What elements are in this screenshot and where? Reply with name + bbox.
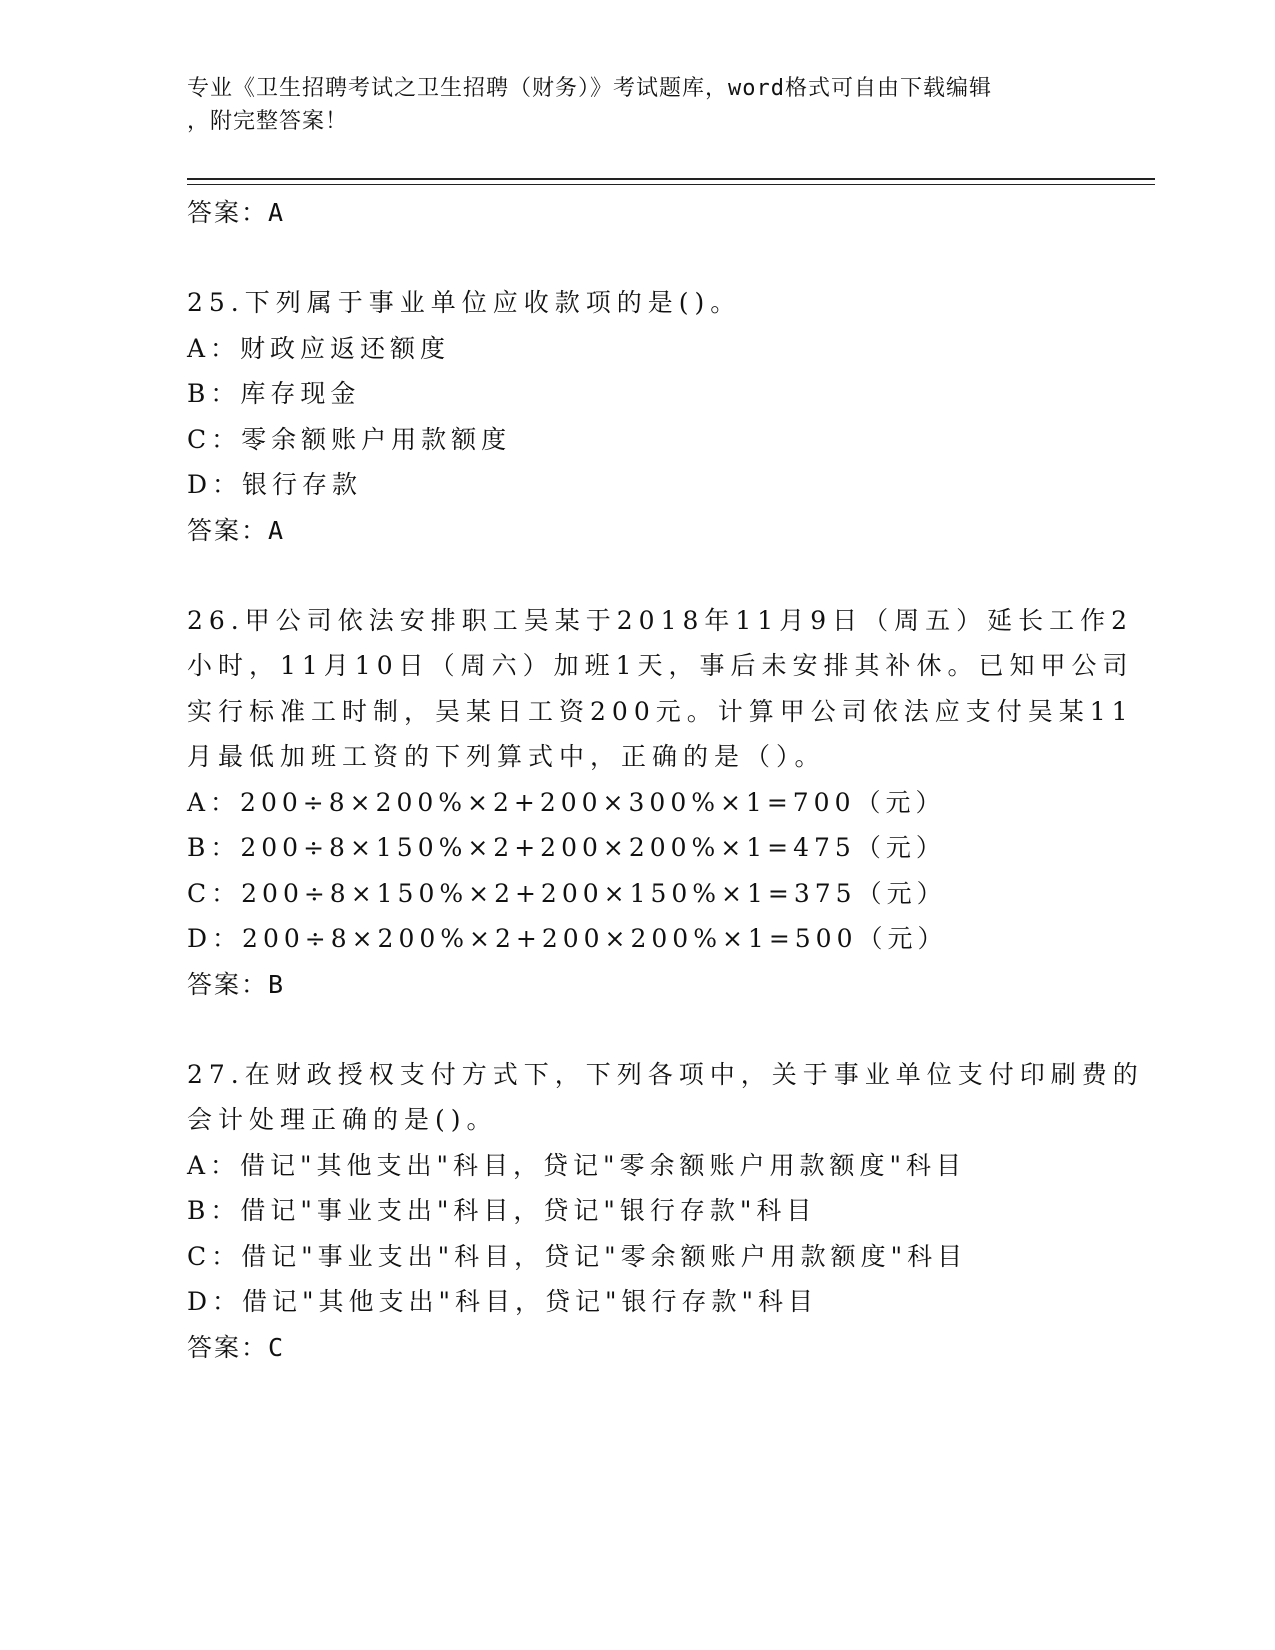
question-text [187, 1052, 1144, 1143]
question-line: 27.在财政授权支付方式下，下列各项中，关于事业单位支付印刷费的 [187, 1059, 1144, 1089]
question-27 [187, 1052, 1144, 1371]
option-b: B：库存现金 [187, 379, 361, 408]
answer: 答案：A [187, 515, 286, 545]
header-line-2: ，附完整答案！ [187, 109, 349, 134]
option-b: B：借记"事业支出"科目，贷记"银行存款"科目 [187, 1196, 817, 1225]
question-line: 实行标准工时制，吴某日工资200元。计算甲公司依法应支付吴某11 [187, 696, 1134, 726]
option-a: A：借记"其他支出"科目，贷记"零余额账户用款额度"科目 [187, 1150, 967, 1180]
option-a: A：200÷8×200%×2+200×300%×1=700（元） [187, 787, 946, 817]
question-26 [187, 598, 1134, 1008]
page-header [187, 72, 1087, 138]
option-c: C：零余额账户用款额度 [187, 424, 512, 454]
option-d: D：银行存款 [187, 470, 363, 499]
question-line: 26.甲公司依法安排职工吴某于2018年11月9日（周五）延长工作2 [187, 605, 1134, 635]
question-list [187, 190, 1144, 1371]
header-divider-thin [187, 184, 1155, 185]
question-line: 月最低加班工资的下列算式中，正确的是（）。 [187, 742, 826, 771]
option-c: C：200÷8×150%×2+200×150%×1=375（元） [187, 878, 947, 908]
answer: 答案：C [187, 1332, 286, 1362]
answer: 答案：B [187, 969, 286, 999]
question-line: 25.下列属于事业单位应收款项的是()。 [187, 288, 742, 317]
option-d: D：200÷8×200%×2+200×200%×1=500（元） [187, 924, 948, 953]
question-line: 小时，11月10日（周六）加班1天，事后未安排其补休。已知甲公司 [187, 651, 1134, 680]
header-line-1: 专业《卫生招聘考试之卫生招聘（财务）》考试题库，word格式可自由下载编辑 [187, 76, 992, 101]
question-line: 会计处理正确的是()。 [187, 1105, 498, 1134]
question-25 [187, 280, 1087, 554]
option-b: B：200÷8×150%×2+200×200%×1=475（元） [187, 833, 946, 862]
question-text [187, 598, 1134, 780]
option-d: D：借记"其他支出"科目，贷记"银行存款"科目 [187, 1287, 819, 1316]
option-a: A：财政应返还额度 [187, 333, 451, 363]
option-c: C：借记"事业支出"科目，贷记"零余额账户用款额度"科目 [187, 1241, 968, 1271]
header-divider-thick [187, 178, 1155, 180]
previous-answer: 答案：A [187, 198, 286, 227]
question-text [187, 280, 1087, 326]
